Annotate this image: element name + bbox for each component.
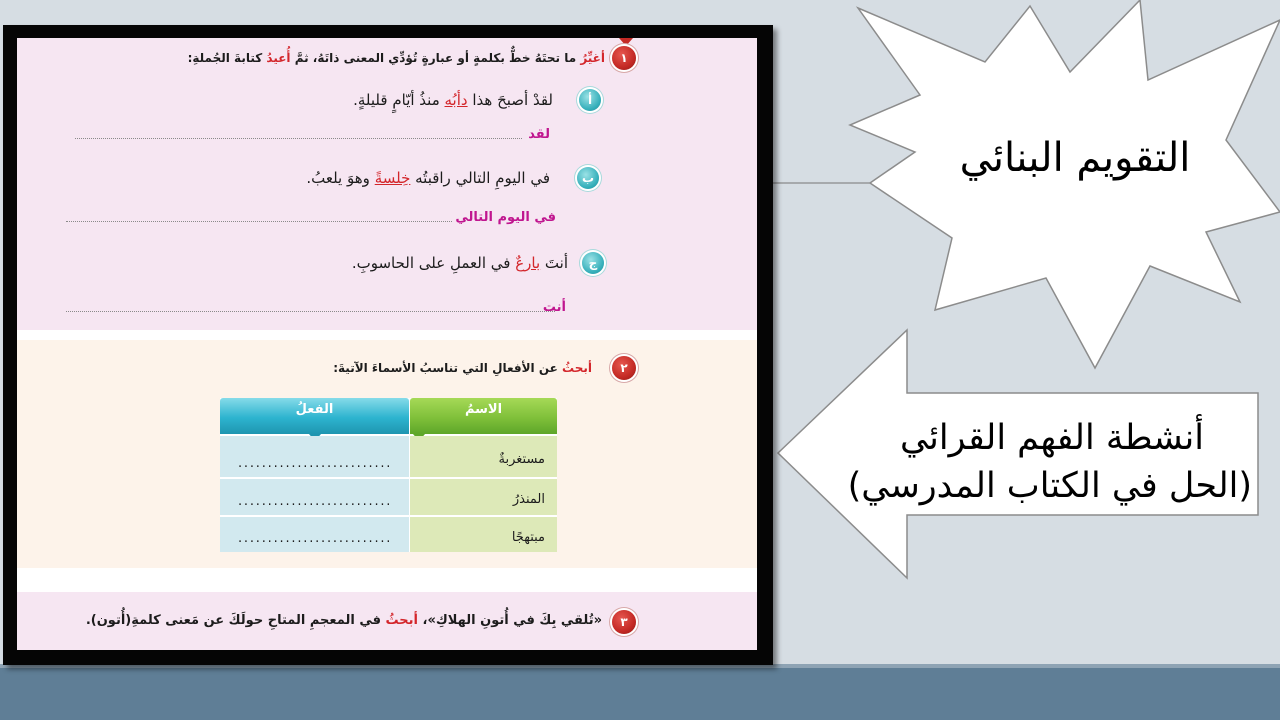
- textbook-page-frame: [3, 25, 773, 665]
- question-number-badge: ٣: [612, 610, 636, 634]
- starburst-title: التقويم البنائي: [959, 135, 1191, 181]
- table-header-name: الاسمُ: [410, 398, 557, 434]
- item-sentence: [306, 168, 550, 188]
- textbook-page: [17, 38, 757, 650]
- table-header-verb: الفعلُ: [220, 398, 409, 434]
- instruction-text-end: كتابةَ الجُملةِ:: [187, 51, 267, 65]
- answer-blank-line: [66, 221, 452, 222]
- sentence-text: لقدْ أصبحَ هذا: [467, 91, 553, 109]
- instruction-text: في المعجمِ المتاحِ حولَكَ عن مَعنى كلمةِ(أُتون).: [85, 613, 386, 628]
- underlined-word: خِلسةً: [374, 169, 411, 187]
- callout-text: [847, 414, 1252, 510]
- question3-section: [17, 592, 757, 650]
- table-cell-verb-blank: ..........................: [220, 517, 409, 552]
- underlined-word: بارعٌ: [515, 254, 541, 272]
- question2-instruction: [333, 359, 592, 377]
- instruction-verb-search: أبحثُ: [562, 361, 592, 375]
- table-cell-verb-blank: ..........................: [220, 436, 409, 477]
- answer-prefix: في اليوم التالي: [455, 210, 556, 225]
- question1-instruction: [188, 49, 605, 67]
- item-sentence: [353, 90, 553, 110]
- table-cell-name: مستغربةٌ: [410, 436, 557, 477]
- answer-blank-line: [75, 138, 522, 139]
- table-cell-verb-blank: ..........................: [220, 479, 409, 515]
- sentence-text: منذُ أيّامٍ قليلةٍ.: [353, 91, 445, 109]
- sentence-text: أنتَ: [540, 254, 568, 272]
- sentence-text: في اليومِ التالي راقبتُه: [410, 169, 550, 187]
- question2-section: [17, 340, 757, 568]
- instruction-text: ما تحتَهُ خطٌّ بكلمةٍ أو عبارةٍ تُؤدِّي المعنى ذاتَهُ، ثمَّ: [290, 51, 581, 65]
- answer-blank-line: [66, 311, 555, 312]
- item-sentence: [352, 253, 568, 273]
- quoted-phrase: «تُلقي بِكَ في أُتونِ الهلاكِ»،: [418, 613, 602, 628]
- instruction-verb-search: أبحثُ: [385, 613, 418, 628]
- sentence-text: في العملِ على الحاسوبِ.: [351, 254, 516, 272]
- instruction-verb-rewrite: أُعيدُ: [266, 51, 291, 65]
- question1-section: [17, 38, 757, 330]
- question-number-badge: ٢: [612, 356, 636, 380]
- table-cell-name: مبتهجًا: [410, 517, 557, 552]
- name-verb-table: [220, 398, 557, 552]
- instruction-verb-change: أغيِّرُ: [580, 51, 605, 65]
- item-letter-badge: ج: [582, 252, 604, 274]
- table-cell-name: المنذرُ: [410, 479, 557, 515]
- instruction-text: عن الأفعالِ التي تناسبُ الأسماءَ الآتيةَ:: [333, 361, 563, 375]
- question3-instruction: [86, 612, 602, 630]
- underlined-word: دأبُه: [444, 91, 468, 109]
- question-number-badge: ١: [612, 46, 636, 70]
- item-letter-badge: أ: [579, 89, 601, 111]
- answer-prefix: أنت: [542, 300, 566, 315]
- ribbon-marker: [619, 38, 633, 46]
- callout-line-2: (الحل في الكتاب المدرسي): [847, 466, 1252, 506]
- sentence-text: وهوَ يلعبُ.: [306, 169, 375, 187]
- callout-line-1: أنشطة الفهم القرائي: [900, 418, 1204, 458]
- item-letter-badge: ب: [577, 167, 599, 189]
- answer-prefix: لقد: [528, 127, 550, 142]
